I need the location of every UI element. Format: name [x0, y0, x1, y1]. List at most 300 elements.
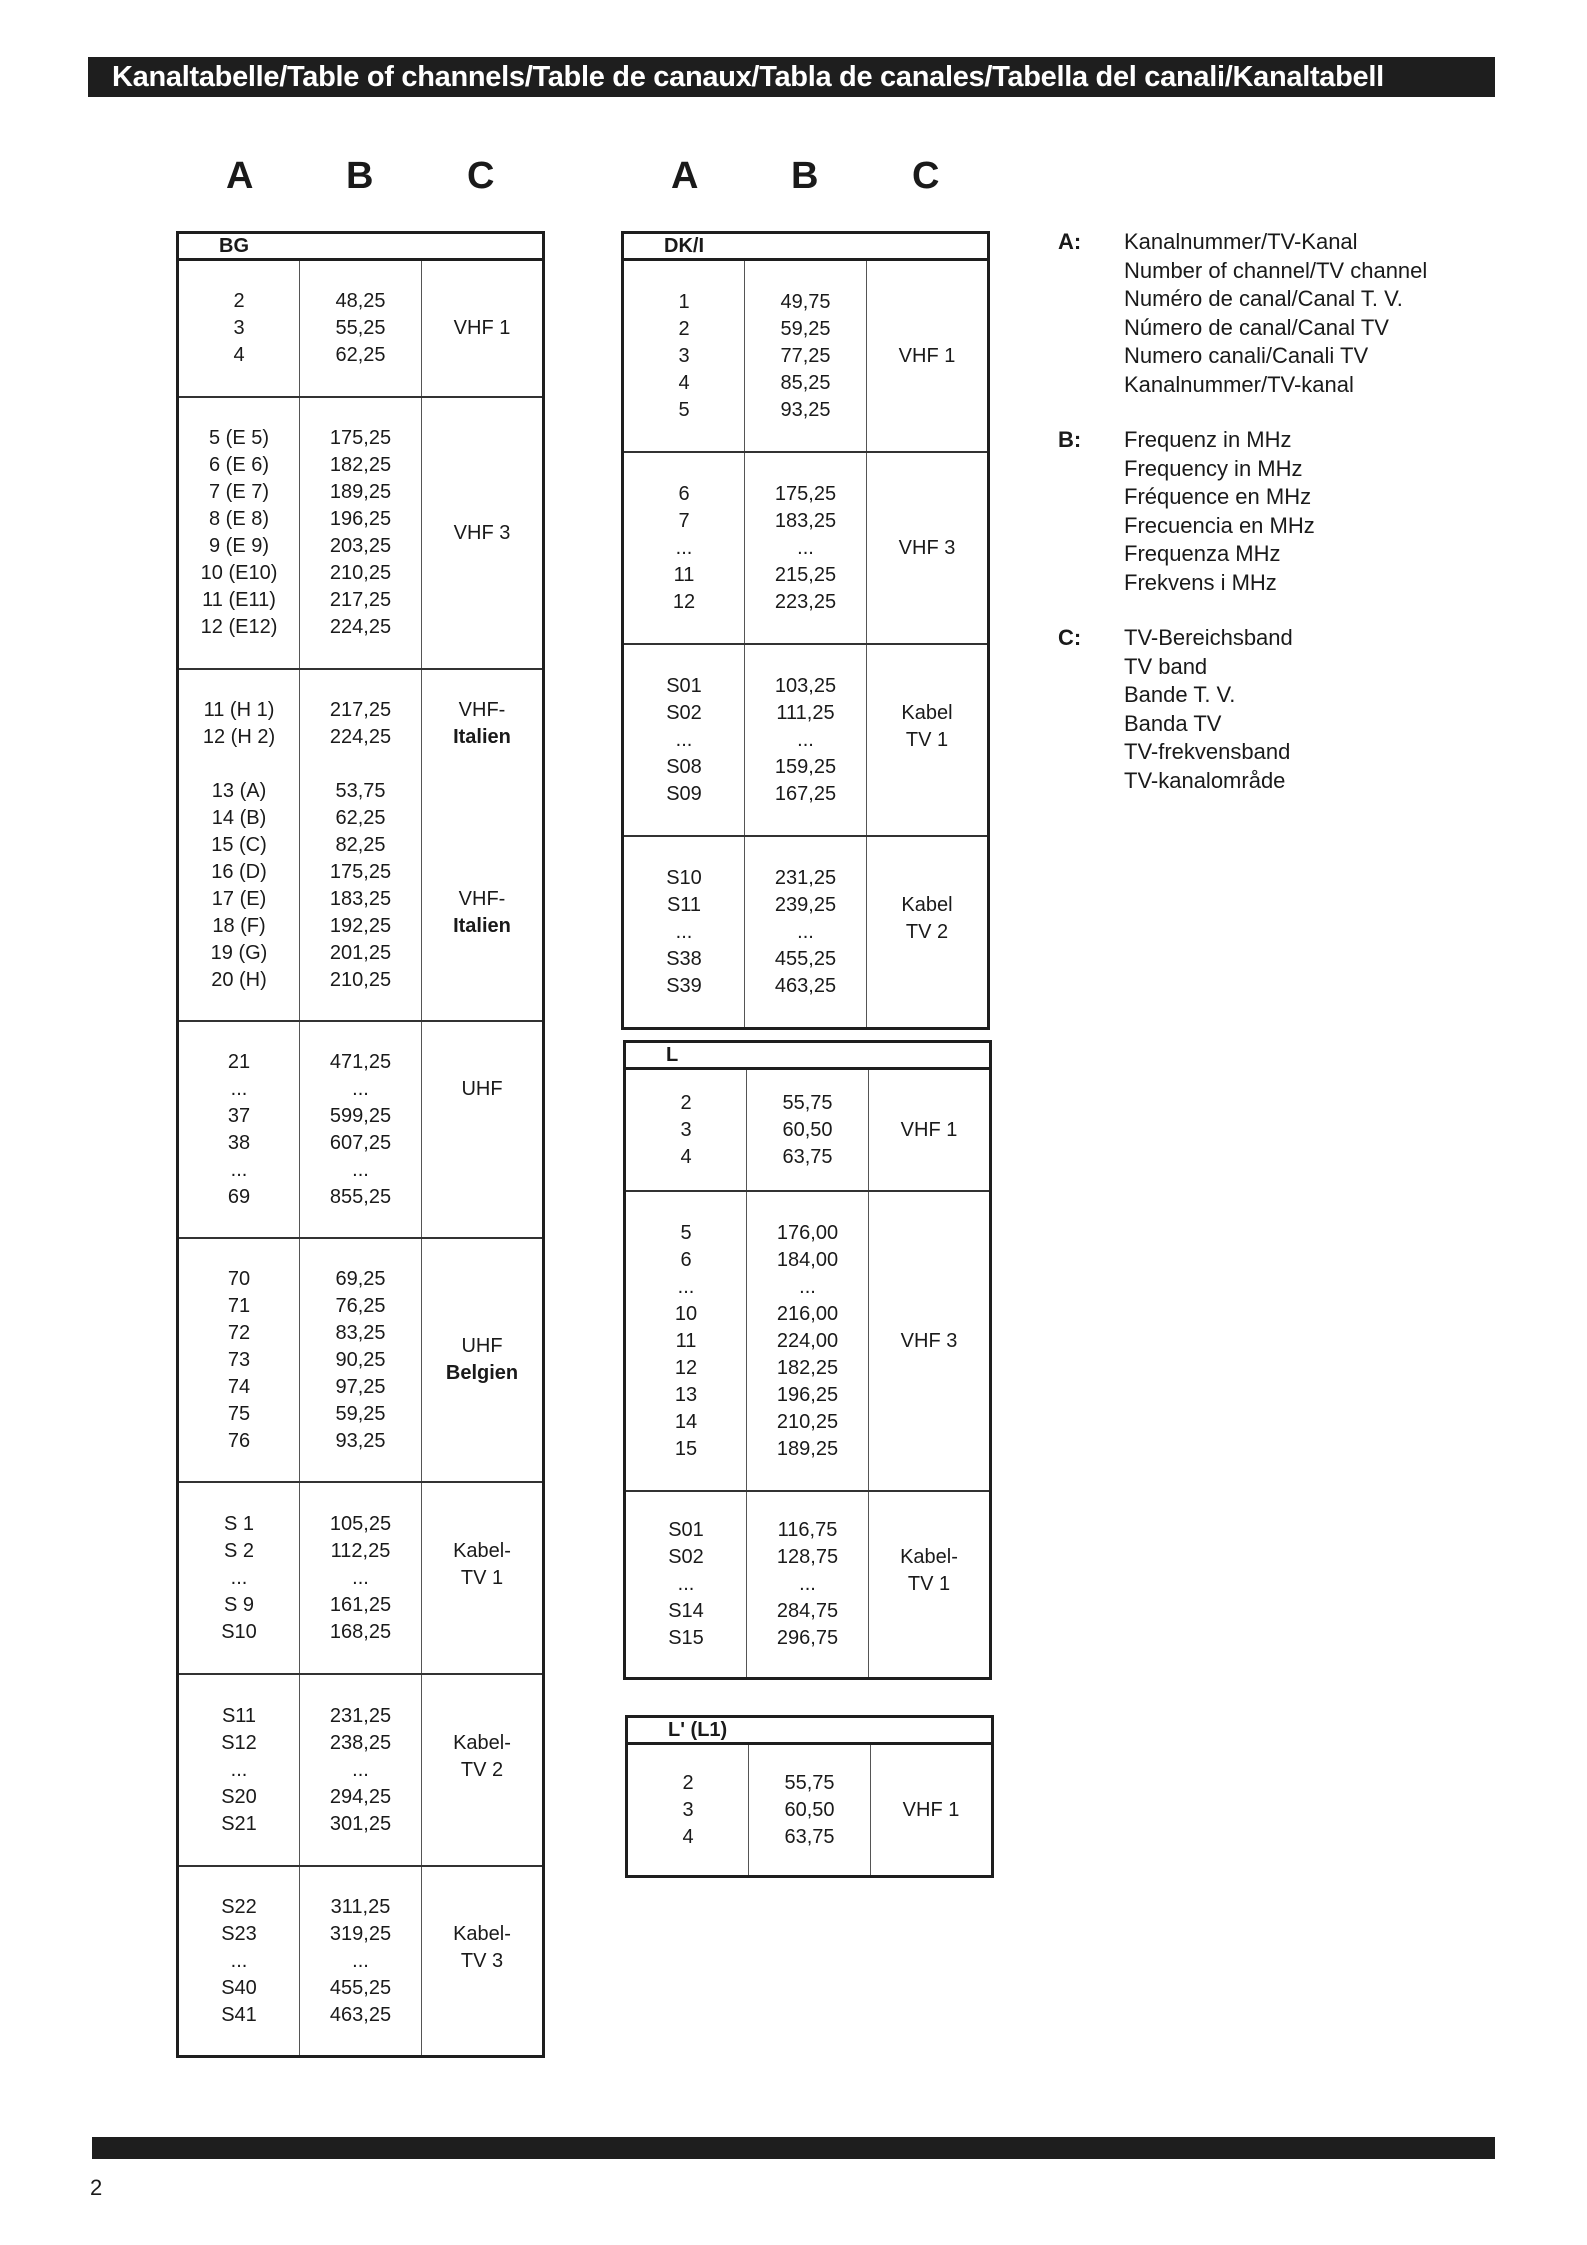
frequency: 90,25	[335, 1348, 386, 1371]
frequency: 55,75	[784, 1771, 835, 1794]
channel-number: 10	[674, 1302, 698, 1325]
channel-number: 11	[675, 1329, 697, 1352]
frequency-cell	[747, 1492, 868, 1677]
band: Kabel-	[453, 1922, 511, 1945]
frequency: 231,25	[774, 866, 837, 889]
table-section	[179, 670, 542, 1022]
channel-number: 4	[233, 344, 245, 366]
channel-number: 11	[673, 563, 695, 586]
frequency-cell	[745, 837, 866, 1027]
channel-table-l	[623, 1040, 992, 1680]
frequency: 183,25	[774, 509, 837, 532]
frequency: ...	[799, 1275, 816, 1298]
frequency: 175,25	[329, 427, 392, 449]
frequency: 63,75	[784, 1825, 835, 1848]
channel-number: 6 (E 6)	[208, 454, 270, 476]
band-cell	[422, 1022, 542, 1237]
channel-number: 12	[674, 1356, 698, 1379]
frequency: 159,25	[774, 755, 837, 778]
frequency: 53,75	[335, 779, 386, 802]
channel-table-dki	[621, 231, 990, 1030]
frequency: 83,25	[335, 1321, 386, 1344]
legend-item: Frequency in MHz	[1124, 455, 1303, 481]
band-cell	[422, 1867, 542, 2055]
channel-number: 5 (E 5)	[208, 427, 270, 449]
legend-item: TV-Bereichsband	[1124, 625, 1293, 650]
column-header-b: B	[346, 155, 374, 197]
channel-number: S09	[666, 782, 702, 805]
band-cell	[422, 670, 542, 1020]
frequency-cell	[300, 1239, 421, 1481]
frequency: ...	[797, 728, 814, 751]
channel-number: 1	[678, 290, 690, 313]
channel-number: 73	[227, 1348, 251, 1371]
channel-number: 2	[233, 290, 245, 312]
legend-item: Numéro de canal/Canal T. V.	[1124, 286, 1403, 311]
channel-number: 7 (E 7)	[208, 481, 270, 503]
frequency-cell	[745, 453, 866, 643]
table-section	[179, 261, 542, 398]
frequency: 60,50	[782, 1118, 833, 1141]
band: VHF 1	[902, 1798, 960, 1821]
channel-number: 6	[680, 1248, 692, 1271]
frequency: 183,25	[329, 887, 392, 910]
channel-number: 21	[227, 1050, 251, 1073]
band: TV 2	[460, 1758, 504, 1781]
table-section	[624, 837, 987, 1027]
channel-number: S22	[221, 1895, 257, 1918]
band-cell	[422, 261, 542, 396]
frequency: 203,25	[329, 535, 392, 557]
frequency: 60,50	[784, 1798, 835, 1821]
table-section	[624, 645, 987, 837]
frequency: 238,25	[329, 1731, 392, 1754]
frequency: 105,25	[329, 1512, 392, 1535]
frequency: 82,25	[335, 833, 386, 856]
legend-item: Numero canali/Canali TV	[1124, 343, 1369, 368]
frequency: 311,25	[330, 1895, 391, 1918]
frequency: 607,25	[329, 1131, 392, 1154]
frequency-cell	[745, 261, 866, 451]
band-cell	[422, 398, 542, 668]
frequency: 62,25	[335, 344, 386, 366]
frequency: 217,25	[329, 589, 392, 611]
channel-table-bg	[176, 231, 545, 2058]
band: Italien	[453, 725, 511, 748]
channel-number: 17 (E)	[211, 887, 267, 910]
band: TV 3	[460, 1949, 504, 1972]
channel-number: 3	[678, 344, 690, 367]
column-header-c: C	[912, 155, 940, 197]
frequency: 284,75	[776, 1600, 839, 1622]
frequency: 55,75	[782, 1091, 833, 1114]
frequency: 111,25	[776, 701, 835, 724]
band: VHF-	[458, 887, 506, 910]
channel-number-cell	[179, 1867, 299, 2055]
legend-item: Número de canal/Canal TV	[1124, 314, 1389, 340]
frequency: 175,25	[329, 860, 392, 883]
channel-number: 3	[233, 317, 245, 339]
channel-number: 37	[227, 1104, 251, 1127]
frequency: 62,25	[335, 806, 386, 829]
frequency: 296,75	[776, 1627, 839, 1649]
band: Belgien	[445, 1362, 519, 1384]
channel-number: S40	[221, 1976, 257, 1999]
channel-number: ...	[677, 1573, 695, 1595]
table-section	[179, 1867, 542, 2055]
channel-number: 76	[227, 1429, 251, 1452]
frequency: 224,25	[329, 616, 392, 638]
band-cell	[869, 1492, 989, 1677]
column-header-c: C	[467, 155, 495, 197]
frequency-cell	[749, 1745, 870, 1875]
channel-number: 9 (E 9)	[208, 535, 270, 557]
band: Kabel-	[900, 1546, 958, 1568]
frequency: 189,25	[329, 481, 392, 503]
channel-number: 14 (B)	[211, 806, 267, 829]
frequency: 463,25	[774, 974, 837, 997]
page-number: 2	[90, 2175, 103, 2200]
frequency: 168,25	[329, 1620, 392, 1643]
table-section	[626, 1192, 989, 1492]
frequency: 85,25	[780, 371, 831, 394]
frequency: 294,25	[329, 1785, 392, 1808]
channel-number: 10 (E10)	[200, 562, 278, 584]
frequency: 210,25	[776, 1410, 839, 1433]
frequency: 189,25	[776, 1437, 839, 1460]
band: VHF 3	[453, 521, 511, 544]
channel-number: 12 (H 2)	[202, 725, 276, 748]
channel-number: 11 (H 1)	[203, 698, 275, 721]
frequency-cell	[747, 1070, 868, 1190]
channel-number: S15	[668, 1627, 704, 1649]
band: Kabel	[901, 701, 953, 724]
frequency: ...	[797, 920, 814, 943]
channel-number: S41	[221, 2003, 257, 2026]
channel-number: ...	[230, 1158, 248, 1181]
band-cell	[422, 1675, 542, 1865]
frequency: 59,25	[780, 317, 831, 340]
frequency-cell	[300, 1867, 421, 2055]
legend-key: B:	[1058, 427, 1082, 452]
channel-number: S01	[666, 674, 702, 697]
frequency-cell	[300, 398, 421, 668]
frequency: 77,25	[780, 344, 831, 367]
frequency: 167,25	[774, 782, 837, 805]
band: VHF 1	[898, 344, 956, 367]
channel-number: ...	[230, 1077, 248, 1100]
channel-number: ...	[675, 920, 693, 943]
channel-number-cell	[626, 1492, 746, 1677]
band: VHF 1	[900, 1118, 958, 1141]
channel-number: S 1	[223, 1512, 255, 1535]
frequency-cell	[300, 1022, 421, 1237]
table-name: BG	[179, 234, 542, 261]
frequency: 48,25	[335, 290, 386, 312]
legend-item: Frecuencia en MHz	[1124, 512, 1315, 538]
channel-number: 8 (E 8)	[208, 508, 270, 530]
frequency: 224,25	[329, 725, 392, 748]
band: VHF-	[458, 698, 506, 721]
channel-number-cell	[624, 645, 744, 835]
frequency: 471,25	[329, 1050, 392, 1073]
frequency: 224,00	[776, 1329, 839, 1352]
channel-number: 2	[678, 317, 690, 340]
band: Italien	[453, 914, 511, 937]
frequency: 63,75	[782, 1145, 833, 1168]
frequency: 161,25	[329, 1593, 392, 1616]
channel-number: 12	[672, 590, 696, 613]
frequency: ...	[352, 1077, 369, 1100]
frequency: 55,25	[335, 317, 386, 339]
channel-number-cell	[624, 837, 744, 1027]
channel-number-cell	[179, 1483, 299, 1673]
legend-item: Frekvens i MHz	[1124, 569, 1277, 595]
channel-number: 7	[678, 509, 690, 532]
legend-item: Kanalnummer/TV-Kanal	[1124, 229, 1358, 254]
channel-number: ...	[230, 1949, 248, 1972]
legend-item: TV band	[1124, 653, 1208, 679]
frequency: ...	[352, 1758, 369, 1781]
band-cell	[867, 645, 987, 835]
band: TV 1	[907, 1573, 951, 1595]
frequency: 239,25	[774, 893, 837, 916]
band-cell	[422, 1483, 542, 1673]
frequency: 301,25	[329, 1812, 392, 1835]
channel-number: ...	[675, 536, 693, 559]
channel-number: 70	[227, 1267, 251, 1290]
channel-number-cell	[624, 261, 744, 451]
channel-number: 11 (E11)	[202, 589, 276, 611]
band-cell	[867, 453, 987, 643]
channel-number: 2	[682, 1771, 694, 1794]
frequency: 210,25	[329, 968, 392, 991]
channel-number-cell	[626, 1192, 746, 1490]
channel-number: S39	[666, 974, 702, 997]
channel-number: 38	[227, 1131, 251, 1154]
legend-item: Frequenz in MHz	[1124, 427, 1292, 452]
frequency: 192,25	[329, 914, 392, 937]
channel-number: ...	[677, 1275, 695, 1298]
channel-number: ...	[675, 728, 693, 751]
band-cell	[422, 1239, 542, 1481]
frequency: 182,25	[329, 454, 392, 476]
table-section	[179, 1675, 542, 1867]
band-cell	[867, 837, 987, 1027]
frequency: 184,00	[776, 1248, 839, 1271]
frequency: ...	[352, 1566, 369, 1589]
legend-item: Fréquence en MHz	[1124, 484, 1312, 509]
frequency: 112,25	[330, 1539, 391, 1562]
frequency: ...	[799, 1573, 816, 1595]
channel-number: 75	[227, 1402, 251, 1425]
frequency: 176,00	[776, 1221, 839, 1244]
band: VHF 3	[898, 536, 956, 559]
frequency: 201,25	[329, 941, 392, 964]
channel-number: ...	[230, 1758, 248, 1781]
frequency: 76,25	[335, 1294, 386, 1317]
channel-number: 13 (A)	[211, 779, 267, 802]
frequency: 69,25	[335, 1267, 386, 1290]
frequency: 463,25	[329, 2003, 392, 2026]
frequency: 319,25	[329, 1922, 392, 1945]
legend-key: A:	[1058, 229, 1082, 254]
legend-item: TV-frekvensband	[1124, 739, 1291, 764]
band: VHF 3	[900, 1329, 958, 1352]
frequency: 217,25	[329, 698, 392, 721]
frequency: ...	[352, 1949, 369, 1972]
band: Kabel-	[453, 1539, 511, 1562]
channel-number: 15	[674, 1437, 698, 1460]
channel-number-cell	[179, 670, 299, 1020]
column-header-b: B	[791, 155, 819, 197]
channel-number: S02	[666, 701, 702, 724]
frequency-cell	[747, 1192, 868, 1490]
channel-number: S02	[668, 1546, 704, 1568]
table-section	[179, 398, 542, 670]
table-name: DK/I	[624, 234, 987, 261]
channel-number: S01	[668, 1519, 704, 1541]
column-header-a: A	[671, 155, 699, 197]
table-section	[626, 1070, 989, 1192]
channel-number: S14	[668, 1600, 704, 1622]
channel-number: 74	[227, 1375, 251, 1398]
frequency: 231,25	[329, 1704, 392, 1727]
channel-number: 13	[674, 1383, 698, 1406]
frequency: 93,25	[335, 1429, 386, 1452]
channel-number: S 2	[223, 1539, 255, 1562]
channel-number: S23	[221, 1922, 257, 1945]
frequency: 116,75	[777, 1519, 838, 1541]
channel-number: 2	[680, 1091, 692, 1114]
frequency: 196,25	[776, 1383, 839, 1406]
channel-number-cell	[179, 1239, 299, 1481]
band-cell	[869, 1070, 989, 1190]
channel-number-cell	[179, 261, 299, 396]
channel-number: S08	[666, 755, 702, 778]
frequency: ...	[797, 536, 814, 559]
frequency-cell	[300, 1483, 421, 1673]
channel-number: 5	[678, 398, 690, 421]
frequency-cell	[300, 670, 421, 1020]
frequency-cell	[745, 645, 866, 835]
channel-number: 20 (H)	[211, 968, 267, 991]
frequency: 216,00	[776, 1302, 839, 1325]
channel-number: S12	[221, 1731, 257, 1754]
channel-number: 16 (D)	[211, 860, 267, 883]
band: Kabel-	[453, 1731, 511, 1754]
table-name: L' (L1)	[628, 1718, 991, 1745]
frequency: 59,25	[335, 1402, 386, 1425]
frequency: 196,25	[329, 508, 392, 530]
channel-number: 69	[227, 1185, 251, 1208]
channel-number: S38	[666, 947, 702, 970]
channel-number: ...	[230, 1566, 248, 1589]
band: TV 1	[905, 728, 949, 751]
page-title: Kanaltabelle/Table of channels/Table de canaux/Tabla de canales/Tabella del canali/Kanaltabell	[88, 57, 1495, 97]
channel-number: 6	[678, 482, 690, 505]
band: UHF	[461, 1077, 503, 1100]
footer-bar	[92, 2137, 1495, 2159]
channel-number: S11	[666, 893, 702, 916]
frequency-cell	[300, 1675, 421, 1865]
frequency: 215,25	[774, 563, 837, 586]
frequency: 855,25	[329, 1185, 392, 1208]
legend-item: Number of channel/TV channel	[1124, 257, 1428, 283]
legend-key: C:	[1058, 625, 1082, 650]
frequency: 93,25	[780, 398, 831, 421]
band: VHF 1	[453, 317, 511, 339]
channel-number: 12 (E12)	[200, 616, 278, 638]
channel-number: S10	[221, 1620, 257, 1643]
legend-item: Bande T. V.	[1124, 682, 1236, 707]
legend-item: TV-kanalområde	[1124, 767, 1286, 793]
channel-number: 14	[674, 1410, 698, 1433]
frequency: 223,25	[774, 590, 837, 613]
channel-number: 15 (C)	[211, 833, 267, 856]
channel-number: 4	[678, 371, 690, 394]
channel-table-l1	[625, 1715, 994, 1878]
channel-number: 4	[682, 1825, 694, 1848]
legend-item: Kanalnummer/TV-kanal	[1124, 371, 1354, 397]
channel-number-cell	[179, 1675, 299, 1865]
table-section	[628, 1745, 991, 1875]
channel-number: S20	[221, 1785, 257, 1808]
channel-number: 4	[680, 1145, 692, 1168]
column-header-a: A	[226, 155, 254, 197]
band-cell	[871, 1745, 991, 1875]
band-cell	[869, 1192, 989, 1490]
channel-number: 3	[682, 1798, 694, 1821]
channel-number: S 9	[223, 1593, 255, 1616]
channel-number: 5	[680, 1221, 692, 1244]
band: TV 1	[460, 1566, 504, 1589]
frequency: 128,75	[776, 1546, 839, 1568]
legend-item: Frequenza MHz	[1124, 541, 1281, 566]
frequency: 103,25	[774, 674, 837, 697]
channel-number-cell	[179, 1022, 299, 1237]
channel-number: 19 (G)	[210, 941, 268, 964]
channel-number: S10	[666, 866, 702, 889]
frequency: ...	[352, 1158, 369, 1181]
band: TV 2	[905, 920, 949, 943]
frequency: 97,25	[335, 1375, 386, 1398]
table-section	[179, 1239, 542, 1483]
channel-number-cell	[624, 453, 744, 643]
frequency: 599,25	[329, 1104, 392, 1127]
frequency: 175,25	[774, 482, 837, 505]
frequency: 210,25	[329, 562, 392, 584]
table-section	[624, 453, 987, 645]
channel-number-cell	[626, 1070, 746, 1190]
channel-number: 72	[227, 1321, 251, 1344]
channel-number: 18 (F)	[212, 914, 266, 937]
frequency: 455,25	[774, 947, 837, 970]
channel-number: S21	[221, 1812, 257, 1835]
band: Kabel	[901, 893, 953, 916]
frequency: 182,25	[776, 1356, 839, 1379]
table-section	[179, 1022, 542, 1239]
channel-number-cell	[628, 1745, 748, 1875]
band-cell	[867, 261, 987, 451]
table-name: L	[626, 1043, 989, 1070]
table-section	[179, 1483, 542, 1675]
frequency-cell	[300, 261, 421, 396]
channel-number: 3	[680, 1118, 692, 1141]
frequency: 455,25	[329, 1976, 392, 1999]
table-section	[624, 261, 987, 453]
legend-item: Banda TV	[1124, 710, 1222, 736]
